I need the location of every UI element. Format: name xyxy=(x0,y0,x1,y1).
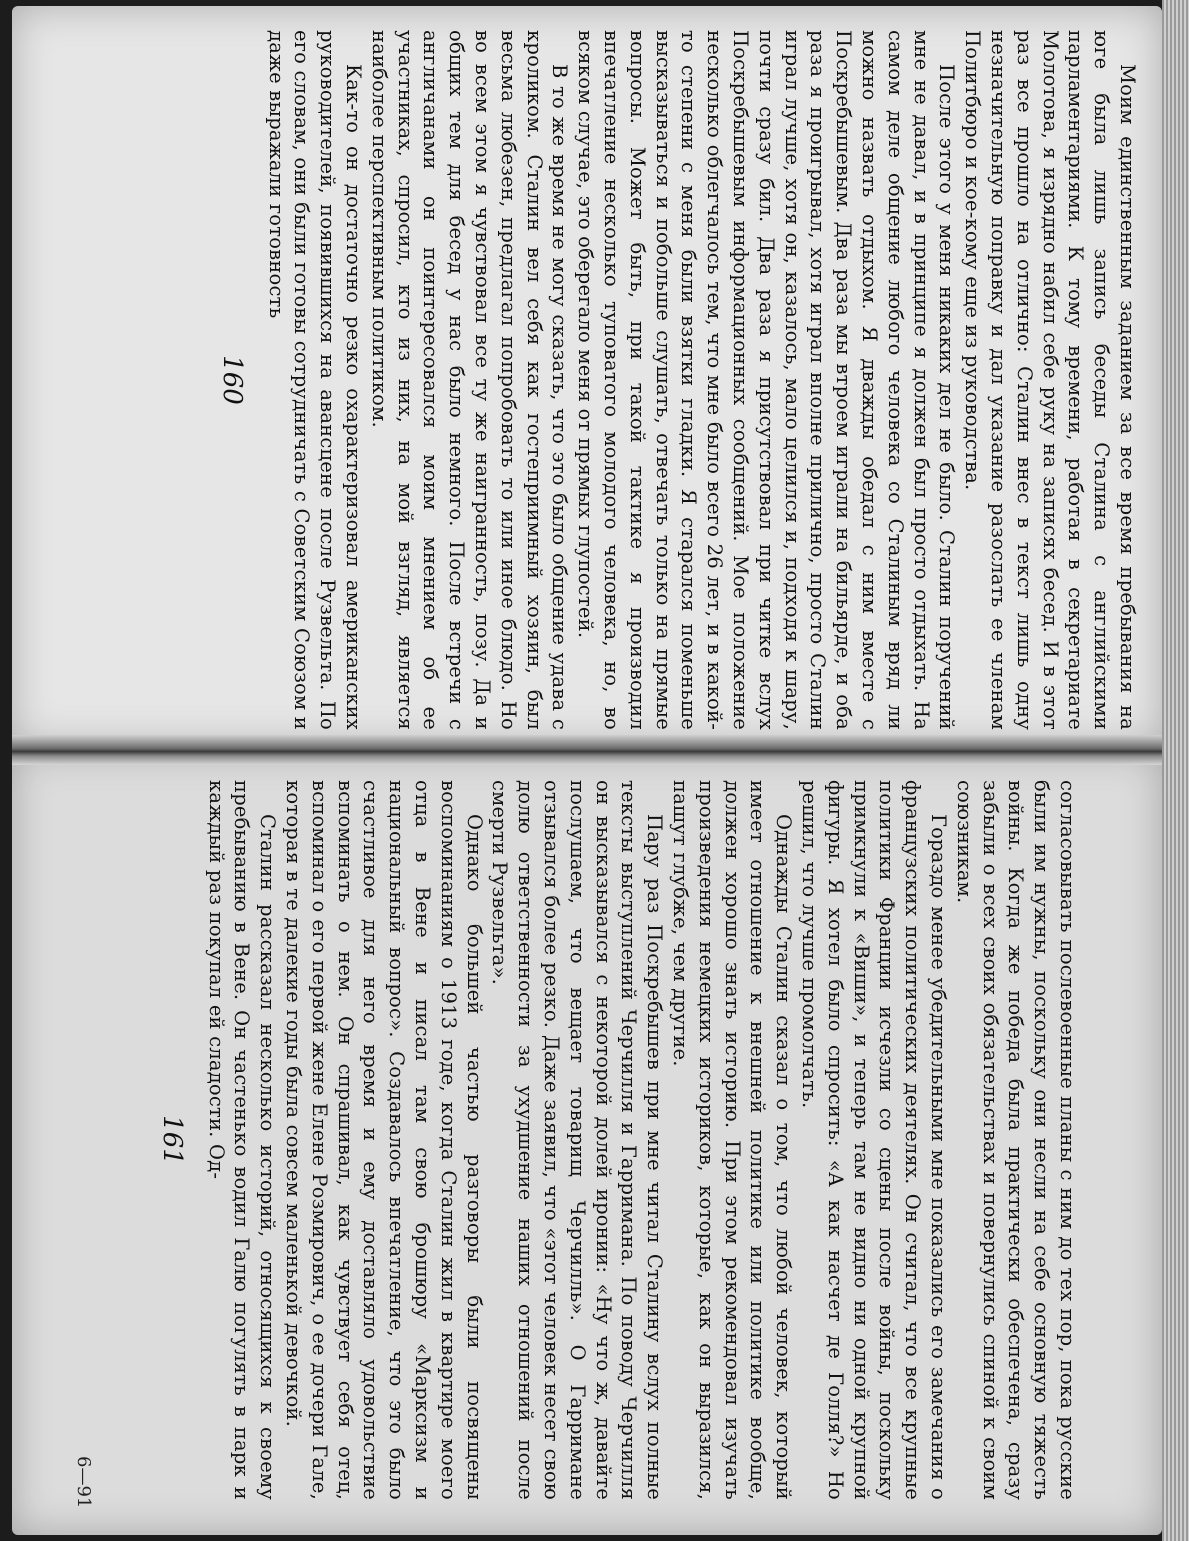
page-160-text xyxy=(217,30,1140,730)
page-number: 160 xyxy=(216,355,247,405)
paragraph: Сталин рассказал несколько историй, относящихся к своему пребыванию в Вене. Он частенько водил Галю погулять в парк и каждый раз покупал ей сладости. Од- xyxy=(204,780,280,1500)
book-gutter xyxy=(12,735,1162,765)
paragraph: Моим единственным заданием за все время пребывания на юге была лишь запись беседы Сталина с английскими парламентариями. К тому времени, работая в секретариате Молотова, я изрядно набил себе руку на записях бесед. И в этот раз все прошло на отлично: Сталин внес в текст лишь одну незначительную поправку и дал указание разослать ее членам Политбюро и кое-кому еще из руководства. xyxy=(961,30,1139,730)
paragraph: Гораздо менее убедительными мне показались его замечания о французских политических деятелях. Он считал, что все крупные политики Франции исчезли со сцены после войны, поскольку примкнули к «Виши», и теперь там не видно ни одной крупной фигуры. Я хотел было спросить: «А как насчет де Голля?» Но решил, что лучше промолчать. xyxy=(798,780,951,1500)
paragraph: В то же время не могу сказать, что это было общение удава с кроликом. Сталин вел себя как гостеприимный хозяин, был весьма любезен, предлагал попробовать то или иное блюдо. Но во всем этом я чувствовал все ту же наигранность, позу. Да и общих тем для бесед у нас было немного. После встречи с англичанами он поинтересовался моим мнением об ее участниках, спросил, кто из них, на мой взгляд, является наиболее перспективным политиком. xyxy=(367,30,572,730)
paragraph: Однако большей частью разговоры были посвящены воспоминаниям о 1913 годе, когда Сталин жил в квартире моего отца в Вене и писал там свою брошюру «Марксизм и национальный вопрос». Создавалось впечатление, что это было счастливое для него время и ему доставляло удовольствие вспоминать о нем. Он спрашивал, как чувствует себя отец, вспоминал о его первой жене Елене Розмирович, о ее дочери Гале, которая в те далекие годы была совсем маленькой девочкой. xyxy=(282,780,486,1500)
paragraph: После этого у меня никаких дел не было. Сталин поручений мне не давал, и в принципе я должен был просто отдыхать. На самом деле общение любого человека со Сталиным вряд ли можно назвать отдыхом. Я дважды обедал с ним вместе с Поскребышевым. Два раза мы втроем играли на бильярде, и оба раза я проигрывал, хотя играл вполне прилично, просто Сталин играл лучше, хотя он, казалось, мало целился и, подходя к шару, почти сразу бил. Два раза я присутствовал при читке вслух Поскребышевым информационных сообщений. Мое положение несколько облегчалось тем, что мне было всего 26 лет, и в какой-то степени с меня были взятки гладки. Я старался поменьше высказываться и побольше слушать, отвечать только на прямые вопросы. Может быть, при такой тактике я производил впечатление несколько туповатого молодого человека, но, во всяком случае, это оберегало меня от прямых глупостей. xyxy=(574,30,959,730)
paragraph: Как-то он достаточно резко охарактеризовал американских руководителей, появившихся на авансцене после Рузвельта. По его словам, они были готовы сотрудничать с Советским Союзом и даже выражали готовность xyxy=(264,30,366,730)
signature-mark: 6—91 xyxy=(73,1456,94,1509)
paragraph: Однажды Сталин сказал о том, что любой человек, который имеет отношение к внешней политике или политике вообще, должен хорошо знать историю. При этом рекомендовал изучать произведения немецких историков, которые, как он выразился, пашут глубже, чем другие. xyxy=(669,780,796,1500)
paragraph: Пару раз Поскребышев при мне читал Сталину вслух полные тексты выступлений Черчилля и Гарримана. По поводу Черчилля он высказывался с некоторой долей иронии: «Ну что ж, давайте послушаем, что вещает товарищ Черчилль». О Гарримане отзывался более резко. Даже заявил, что «этот человек несет свою долю ответственности за ухудшение наших отношений после смерти Рузвельта». xyxy=(488,780,667,1500)
page-number: 161 xyxy=(156,1115,187,1165)
page-161-text xyxy=(157,780,1080,1500)
page-edges xyxy=(1162,0,1189,1541)
paragraph: согласовывать послевоенные планы с ним до тех пор, пока русские были им нужны, поскольку они несли на себе основную тяжесть войны. Когда же победа была практически обеспечена, сразу забыли о всех своих обязательствах и повернулись спиной к своим союзникам. xyxy=(952,780,1079,1500)
